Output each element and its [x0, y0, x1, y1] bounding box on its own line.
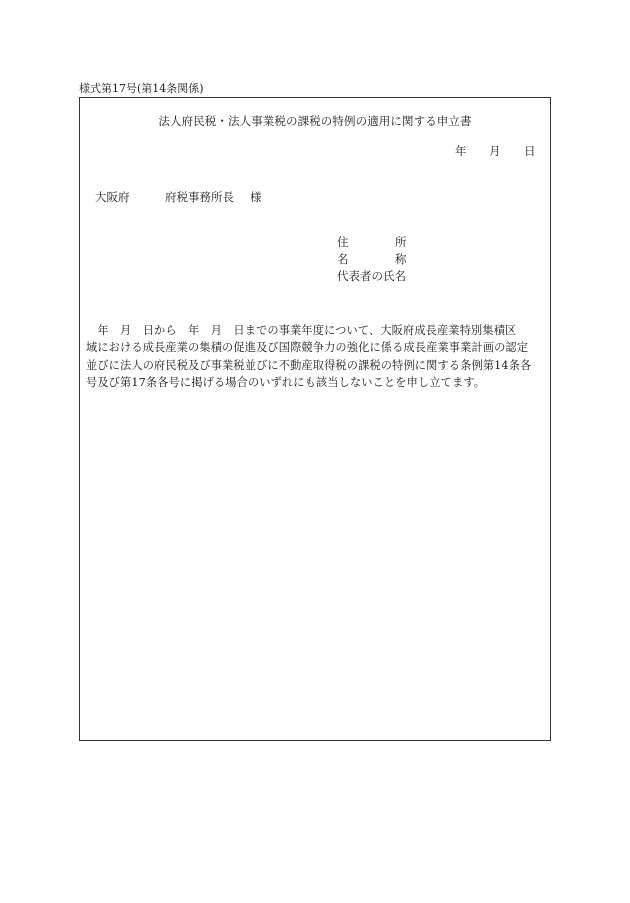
address-label-char1: 住 [337, 235, 349, 249]
declaration-line: 並びに法人の府民税及び事業税並びに不動産取得税の課税の特例に関する条例第14条各 [86, 358, 532, 372]
form-frame [79, 97, 551, 741]
name-label-char2: 称 [395, 252, 407, 266]
date-month-label: 月 [489, 144, 501, 158]
declaration-line: 年 月 日から 年 月 日までの事業年度について、大阪府成長産業特別集積区 [86, 324, 517, 337]
representative-label: 代表者の氏名 [337, 269, 406, 283]
address-label-char2: 所 [395, 235, 407, 249]
declaration-body [86, 322, 546, 392]
addressee-honorific: 様 [250, 190, 262, 204]
name-label-char1: 名 [337, 252, 349, 266]
date-day-label: 日 [524, 144, 536, 158]
date-year-label: 年 [455, 144, 467, 158]
addressee-office: 府税事務所長 [165, 190, 234, 204]
addressee-prefecture: 大阪府 [95, 190, 130, 204]
form-number: 様式第17号(第14条関係) [79, 82, 204, 95]
declaration-line: 号及び第17条各号に掲げる場合のいずれにも該当しないことを申し立てます。 [86, 376, 486, 390]
declaration-line: 域における成長産業の集積の促進及び国際競争力の強化に係る成長産業事業計画の認定 [86, 341, 529, 355]
document-title: 法人府民税・法人事業税の課税の特例の適用に関する申立書 [158, 114, 472, 128]
